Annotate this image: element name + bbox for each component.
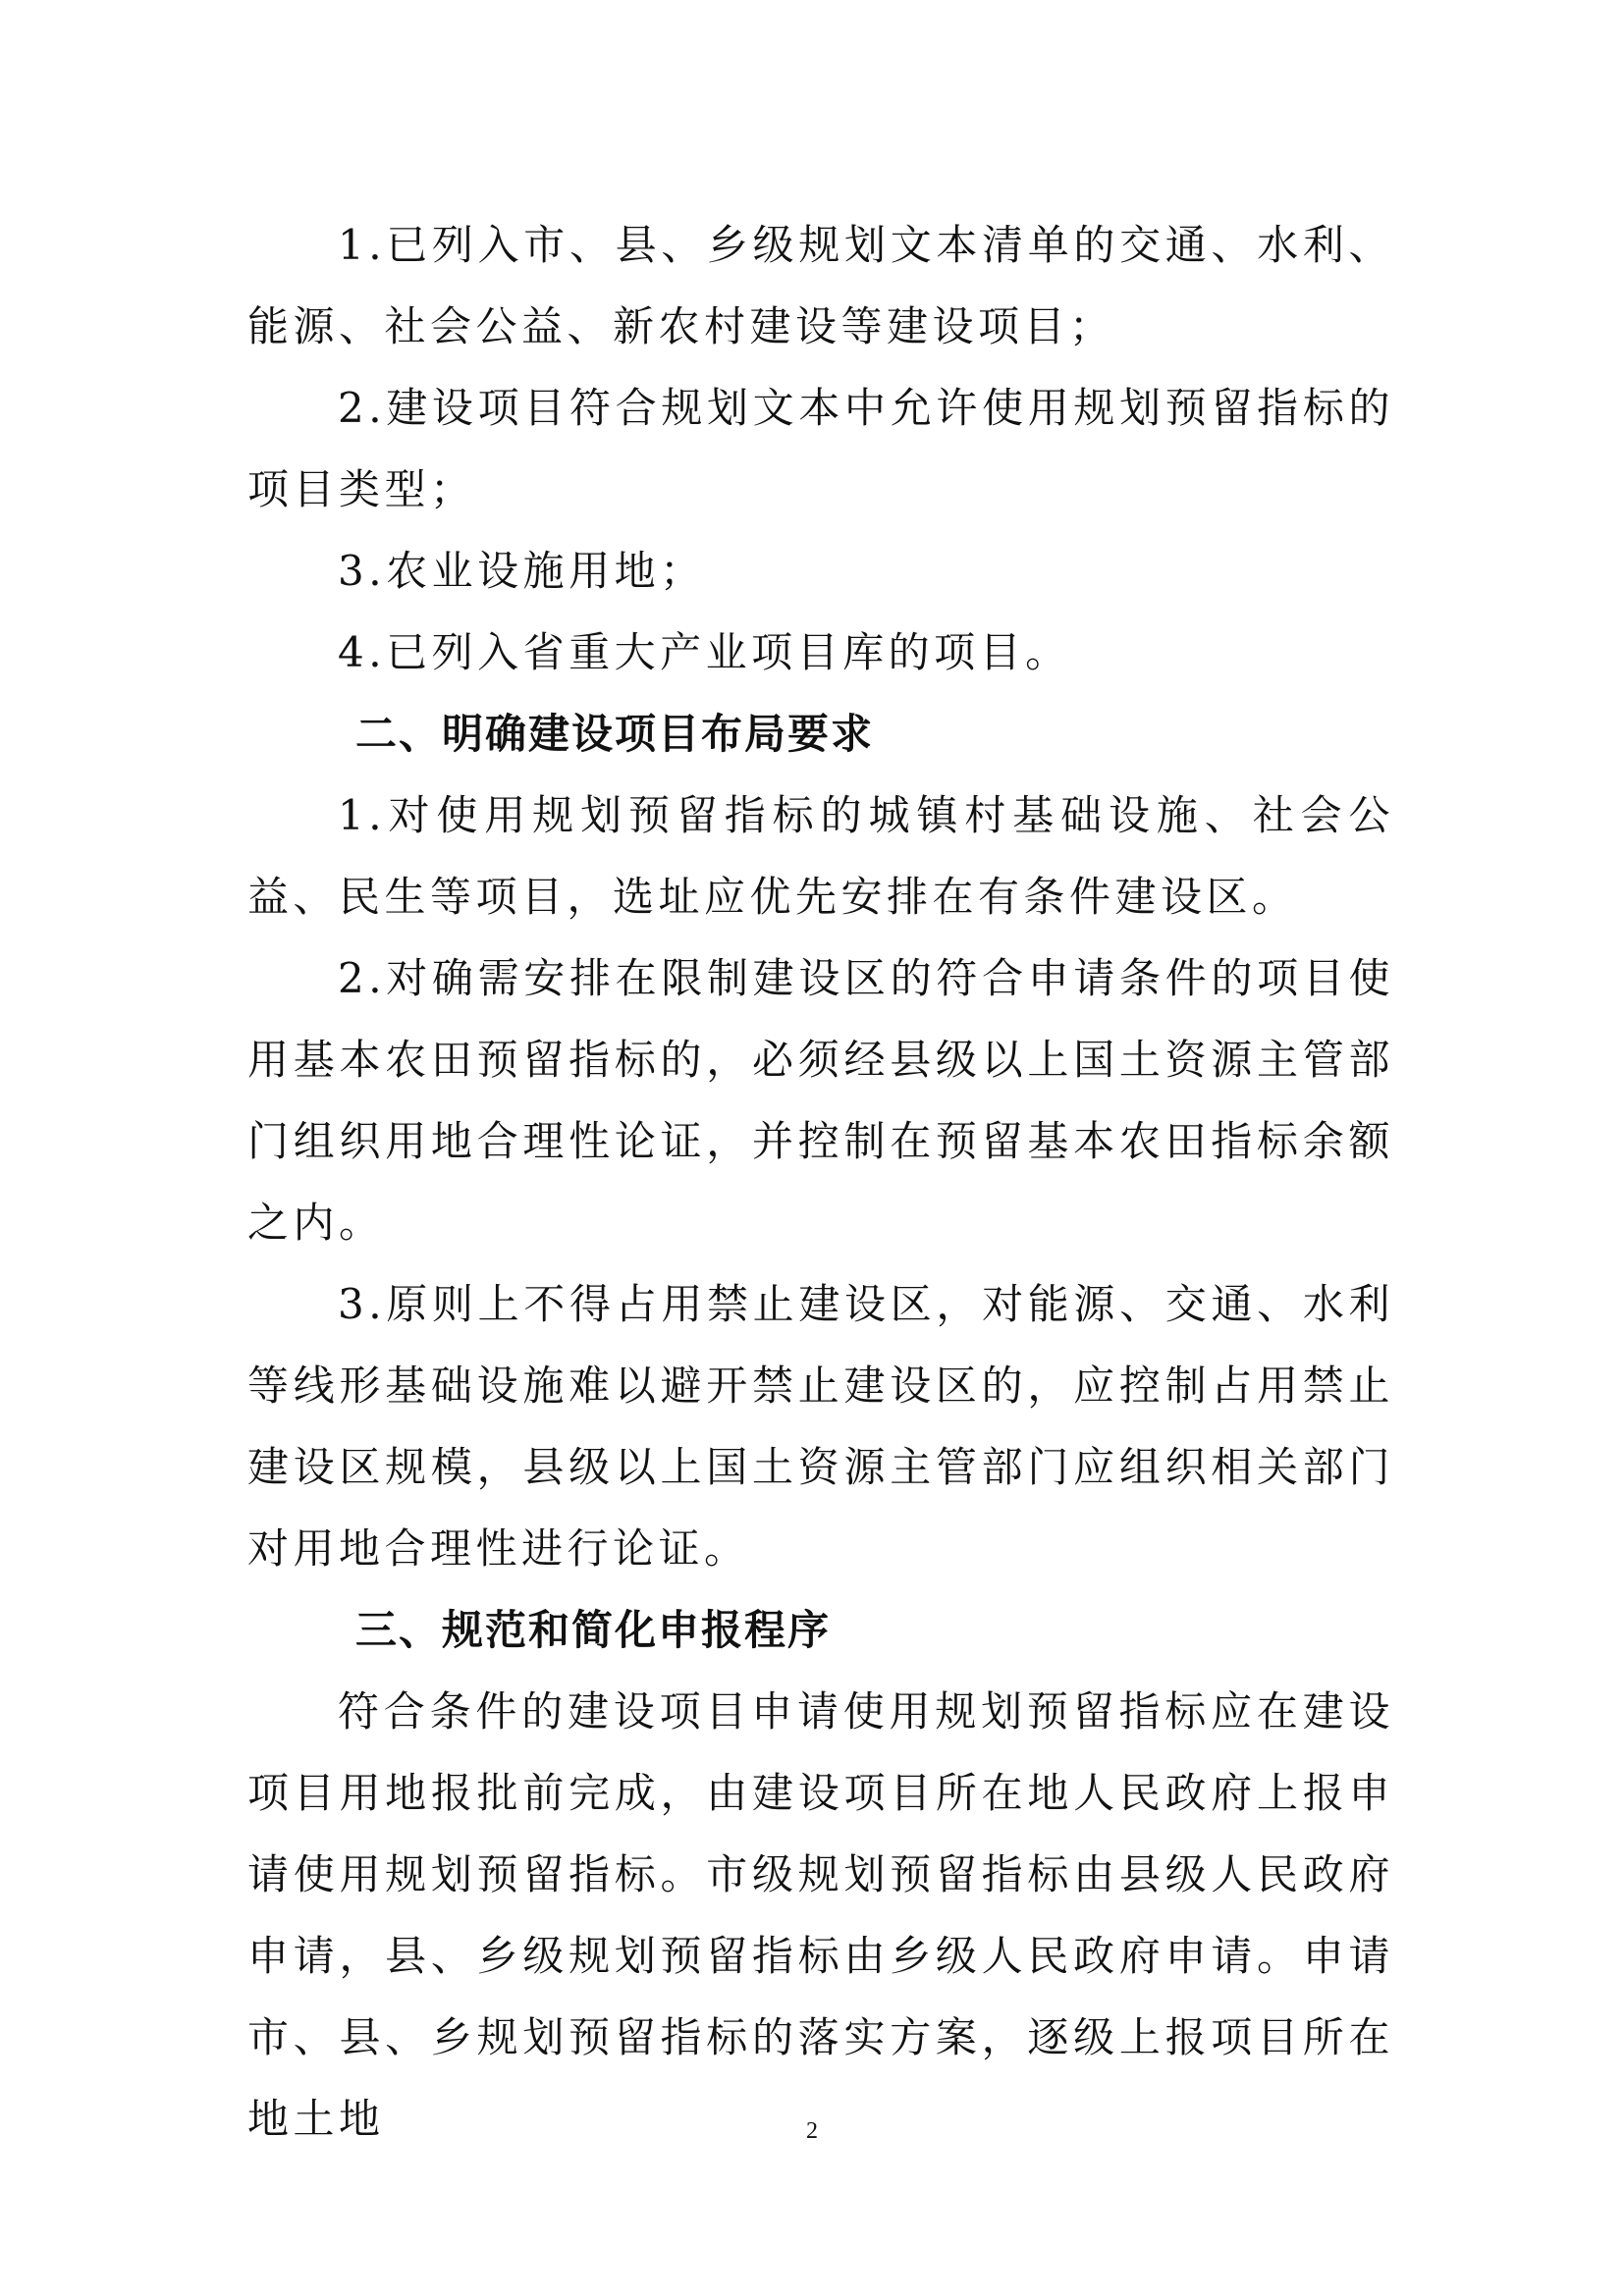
list-item-4: 4.已列入省重大产业项目库的项目。 (338, 628, 1071, 676)
list-item-3: 3.农业设施用地； (338, 547, 706, 595)
section-2-item-1: 1.对使用规划预留指标的城镇村基础设施、社会公益、民生等项目，选址应优先安排在有条件建设区。 (247, 791, 1394, 921)
document-body (247, 204, 1394, 2160)
list-item-2: 2.建设项目符合规划文本中允许使用规划预留指标的项目类型； (247, 384, 1394, 513)
page-number: 2 (806, 2118, 818, 2144)
list-item-1: 1.已列入市、县、乡级规划文本清单的交通、水利、能源、社会公益、新农村建设等建设项目； (247, 221, 1394, 350)
section-heading-2: 二、明确建设项目布局要求 (355, 710, 875, 758)
section-3-paragraph: 符合条件的建设项目申请使用规划预留指标应在建设项目用地报批前完成，由建设项目所在地人民政府上报申请使用规划预留指标。市级规划预留指标由县级人民政府申请，县、乡级规划预留指标由乡级人民政府申请。申请市、县、乡规划预留指标的落实方案，逐级上报项目所在地土地 (247, 1687, 1394, 2143)
section-2-item-2: 2.对确需安排在限制建设区的符合申请条件的项目使用基本农田预留指标的，必须经县级以上国土资源主管部门组织用地合理性论证，并控制在预留基本农田指标余额之内。 (247, 954, 1394, 1247)
section-heading-3: 三、规范和简化申报程序 (355, 1606, 832, 1654)
section-2-item-3: 3.原则上不得占用禁止建设区，对能源、交通、水利等线形基础设施难以避开禁止建设区的，应控制占用禁止建设区规模，县级以上国土资源主管部门应组织相关部门对用地合理性进行论证。 (247, 1280, 1394, 1573)
